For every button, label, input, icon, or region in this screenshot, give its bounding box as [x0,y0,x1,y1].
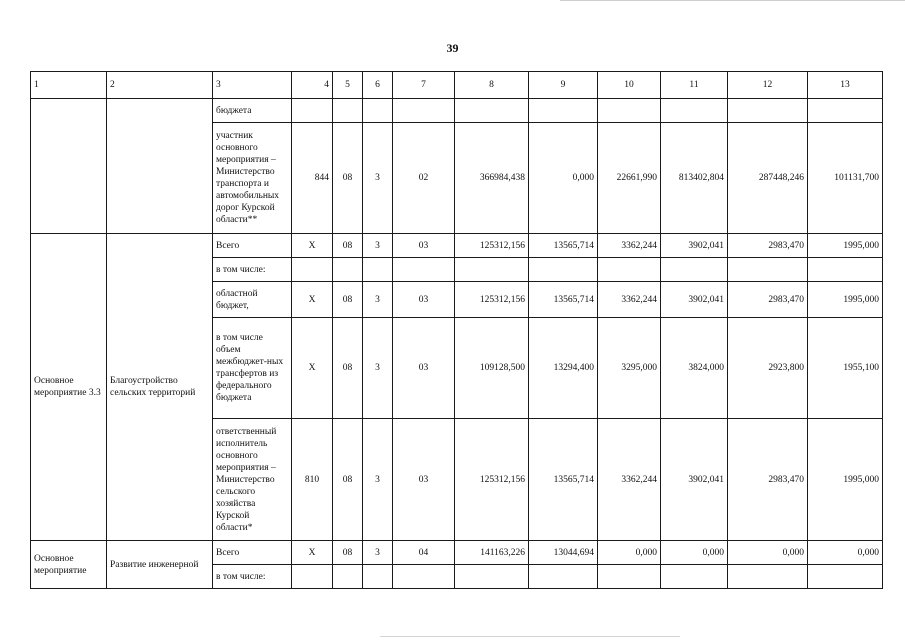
header-cell: 11 [661,72,728,99]
table-cell: 3362,244 [598,234,661,258]
table-cell: 3 [363,541,393,565]
table-cell: 0,000 [808,541,883,565]
table-cell [661,258,728,282]
table-cell [808,565,883,589]
table-cell: 2923,800 [728,318,808,419]
table-cell: в том числе объем межбюджет-ных трансфертов из федерального бюджета [213,318,292,419]
table-cell: 03 [393,282,455,318]
header-cell: 5 [333,72,363,99]
table-cell: 0,000 [661,541,728,565]
table-cell: 3902,041 [661,234,728,258]
page-number: 39 [446,41,459,55]
header-cell: 3 [213,72,292,99]
table-cell: 2983,470 [728,282,808,318]
table-cell: 3295,000 [598,318,661,419]
table-cell: 13565,714 [529,419,598,541]
header-cell: 4 [292,72,333,99]
table-cell: 03 [393,318,455,419]
table-cell: областной бюджет, [213,282,292,318]
table-cell: 3 [363,318,393,419]
table-cell: 3 [363,282,393,318]
table-cell: 810 [292,419,333,541]
table-cell [598,99,661,123]
table-cell: 3902,041 [661,419,728,541]
event-name-cell: Основное мероприятие 3.3 [31,234,107,541]
table-cell: 3824,000 [661,318,728,419]
table-cell: 125312,156 [455,419,529,541]
event-name-cell: Основное мероприятие [31,541,107,589]
table-cell: 3902,041 [661,282,728,318]
table-cell: 2983,470 [728,234,808,258]
table-cell: 1995,000 [808,282,883,318]
table-cell: X [292,541,333,565]
table-cell: 13565,714 [529,282,598,318]
table-cell [529,565,598,589]
table-row [31,541,883,565]
table-cell: 1955,100 [808,318,883,419]
table-cell: X [292,318,333,419]
table-cell: 101131,700 [808,123,883,234]
table-cell: 844 [292,123,333,234]
table-cell [808,258,883,282]
table-cell: 125312,156 [455,234,529,258]
table-cell [393,565,455,589]
table-cell: 109128,500 [455,318,529,419]
header-cell: 13 [808,72,883,99]
table-cell [292,258,333,282]
table-cell: 0,000 [529,123,598,234]
table-cell [292,565,333,589]
table-cell: 3 [363,234,393,258]
table-cell: 1995,000 [808,234,883,258]
header-cell: 1 [31,72,107,99]
table-cell [393,258,455,282]
table-cell: 08 [333,234,363,258]
table-cell: в том числе: [213,258,292,282]
table-cell: X [292,234,333,258]
table-cell [661,565,728,589]
table-cell [107,99,213,234]
table-cell [363,258,393,282]
table-cell: в том числе: [213,565,292,589]
table-cell [455,99,529,123]
table-cell: 366984,438 [455,123,529,234]
table-cell: 08 [333,123,363,234]
table-cell: 13044,694 [529,541,598,565]
header-cell: 6 [363,72,393,99]
event-title-cell: Развитие инженерной [107,541,213,589]
table-cell: 22661,990 [598,123,661,234]
table-cell [598,258,661,282]
table-cell: 3362,244 [598,419,661,541]
table-cell: 08 [333,318,363,419]
table-cell: 13565,714 [529,234,598,258]
table-row [31,234,883,258]
header-cell: 8 [455,72,529,99]
table-cell [661,99,728,123]
table-cell [728,258,808,282]
table-cell: 08 [333,419,363,541]
table-cell: 1995,000 [808,419,883,541]
scan-artifact-top [560,0,905,1]
table-cell: 03 [393,419,455,541]
scan-artifact-bottom [380,636,680,637]
table-cell [393,99,455,123]
table-cell [808,99,883,123]
table-cell: 08 [333,282,363,318]
table-cell [529,99,598,123]
table-cell [455,565,529,589]
table-cell: участник основного мероприятия – Министерство транспорта и автомобильных дорог Курской области** [213,123,292,234]
table-cell: X [292,282,333,318]
table-cell [333,565,363,589]
table-cell: Всего [213,234,292,258]
table-cell: 813402,804 [661,123,728,234]
table-cell: Всего [213,541,292,565]
table-cell [455,258,529,282]
header-cell: 12 [728,72,808,99]
table-cell: ответственный исполнитель основного мероприятия – Министерство сельского хозяйства Курской области* [213,419,292,541]
table-cell: 04 [393,541,455,565]
table-cell: 0,000 [598,541,661,565]
table-cell [529,258,598,282]
table-cell [31,99,107,234]
event-title-cell: Благоустройство сельских территорий [107,234,213,541]
table-cell [598,565,661,589]
table-cell: 13294,400 [529,318,598,419]
table-cell: 141163,226 [455,541,529,565]
table-cell [728,99,808,123]
table-row [31,99,883,123]
table-cell: 3362,244 [598,282,661,318]
table-cell [333,99,363,123]
table-cell: 0,000 [728,541,808,565]
table-cell: 3 [363,123,393,234]
budget-table [30,71,883,589]
table-cell [333,258,363,282]
header-cell: 9 [529,72,598,99]
table-cell: 287448,246 [728,123,808,234]
table-cell [363,99,393,123]
table-cell: 02 [393,123,455,234]
table-cell: 3 [363,419,393,541]
header-cell: 7 [393,72,455,99]
table-cell: бюджета [213,99,292,123]
table-cell [363,565,393,589]
table-cell: 125312,156 [455,282,529,318]
header-row [31,72,883,99]
table-cell: 2983,470 [728,419,808,541]
table-cell [728,565,808,589]
table-cell [292,99,333,123]
header-cell: 2 [107,72,213,99]
table-cell: 08 [333,541,363,565]
header-cell: 10 [598,72,661,99]
table-cell: 03 [393,234,455,258]
